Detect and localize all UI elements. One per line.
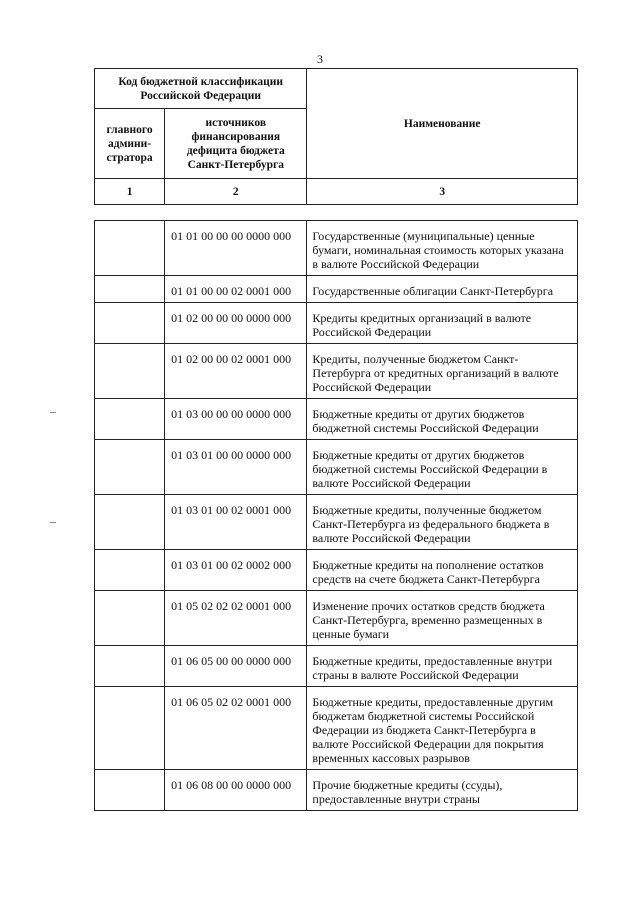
header-num-1: 1	[95, 179, 165, 205]
admin-code-cell	[95, 550, 165, 591]
codes-table	[94, 220, 578, 811]
name-cell: Государственные (муниципальные) ценные бумаги, номинальная стоимость которых указана в валюте Российской Федерации	[307, 221, 578, 276]
header-col-source: источников финансирования дефицита бюджета Санкт-Петербурга	[165, 109, 307, 179]
header-group-title: Код бюджетной классификации Российской Федерации	[95, 69, 307, 109]
name-cell: Прочие бюджетные кредиты (ссуды), предоставленные внутри страны	[307, 770, 578, 811]
table-row	[95, 440, 578, 495]
table-row	[95, 399, 578, 440]
admin-code-cell	[95, 770, 165, 811]
scan-mark	[50, 522, 56, 523]
name-cell: Государственные облигации Санкт-Петербурга	[307, 276, 578, 303]
name-cell: Кредиты, полученные бюджетом Санкт-Петербурга от кредитных организаций в валюте Российской Федерации	[307, 344, 578, 399]
name-cell: Бюджетные кредиты на пополнение остатков средств на счете бюджета Санкт-Петербурга	[307, 550, 578, 591]
header-num-3: 3	[307, 179, 578, 205]
table-row	[95, 687, 578, 770]
header-col-name: Наименование	[307, 69, 578, 179]
source-code-cell: 01 03 01 00 02 0002 000	[165, 550, 307, 591]
source-code-cell: 01 03 01 00 02 0001 000	[165, 495, 307, 550]
table-header	[94, 68, 578, 205]
admin-code-cell	[95, 303, 165, 344]
admin-code-cell	[95, 646, 165, 687]
source-code-cell: 01 03 00 00 00 0000 000	[165, 399, 307, 440]
table-row	[95, 770, 578, 811]
source-code-cell: 01 06 08 00 00 0000 000	[165, 770, 307, 811]
admin-code-cell	[95, 276, 165, 303]
table-row	[95, 495, 578, 550]
admin-code-cell	[95, 440, 165, 495]
source-code-cell: 01 03 01 00 00 0000 000	[165, 440, 307, 495]
name-cell: Бюджетные кредиты от других бюджетов бюджетной системы Российской Федерации в валюте Российской Федерации	[307, 440, 578, 495]
header-num-2: 2	[165, 179, 307, 205]
source-code-cell: 01 01 00 00 02 0001 000	[165, 276, 307, 303]
name-cell: Бюджетные кредиты, предоставленные внутри страны в валюте Российской Федерации	[307, 646, 578, 687]
source-code-cell: 01 01 00 00 00 0000 000	[165, 221, 307, 276]
codes-table-body	[95, 221, 578, 811]
admin-code-cell	[95, 495, 165, 550]
scan-mark	[50, 412, 56, 413]
source-code-cell: 01 05 02 02 02 0001 000	[165, 591, 307, 646]
header-col-admin: главного админи-стратора	[95, 109, 165, 179]
source-code-cell: 01 02 00 00 00 0000 000	[165, 303, 307, 344]
name-cell: Бюджетные кредиты от других бюджетов бюджетной системы Российской Федерации	[307, 399, 578, 440]
admin-code-cell	[95, 399, 165, 440]
source-code-cell: 01 06 05 02 02 0001 000	[165, 687, 307, 770]
table-row	[95, 303, 578, 344]
admin-code-cell	[95, 344, 165, 399]
name-cell: Кредиты кредитных организаций в валюте Российской Федерации	[307, 303, 578, 344]
table-row	[95, 646, 578, 687]
admin-code-cell	[95, 221, 165, 276]
table-row	[95, 221, 578, 276]
table-row	[95, 344, 578, 399]
source-code-cell: 01 02 00 00 02 0001 000	[165, 344, 307, 399]
table-row	[95, 591, 578, 646]
admin-code-cell	[95, 591, 165, 646]
admin-code-cell	[95, 687, 165, 770]
name-cell: Изменение прочих остатков средств бюджета Санкт-Петербурга, временно размещенных в ценные бумаги	[307, 591, 578, 646]
table-row	[95, 550, 578, 591]
table-row	[95, 276, 578, 303]
page-number: 3	[317, 52, 323, 66]
name-cell: Бюджетные кредиты, предоставленные другим бюджетам бюджетной системы Российской Федерации из бюджета Санкт-Петербурга в валюте Российской Федерации для покрытия временных кассовых разрывов	[307, 687, 578, 770]
name-cell: Бюджетные кредиты, полученные бюджетом Санкт-Петербурга из федерального бюджета в валюте Российской Федерации	[307, 495, 578, 550]
source-code-cell: 01 06 05 00 00 0000 000	[165, 646, 307, 687]
